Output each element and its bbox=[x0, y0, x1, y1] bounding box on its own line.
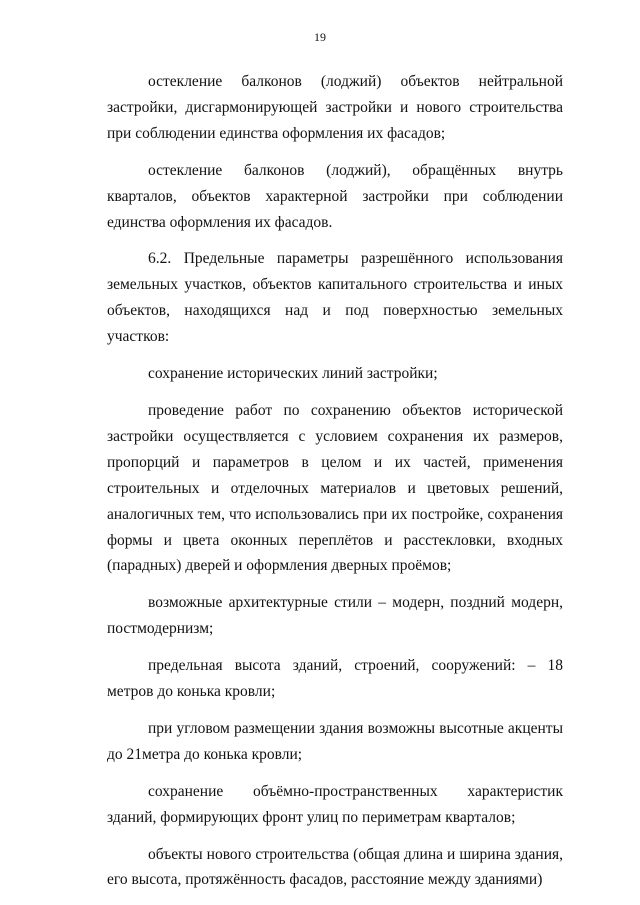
paragraph-new-construction: объекты нового строительства (общая длина и ширина здания, его высота, протяжённость фасадов, расстояние между зданиями) bbox=[107, 845, 563, 889]
paragraph-max-height: предельная высота зданий, строений, сооружений: – 18 метров до конька кровли; bbox=[107, 657, 563, 701]
paragraph-balcony-glazing-inner: остекление балконов (лоджий), обращённых внутрь кварталов, объектов характерной застройки при соблюдении единства оформления их фасадов. bbox=[107, 161, 563, 231]
paragraph-corner-accents: при угловом размещении здания возможны высотные акценты до 21метра до конька кровли; bbox=[107, 719, 563, 763]
page-number: 19 bbox=[314, 30, 326, 44]
paragraph-architectural-styles: возможные архитектурные стили – модерн, поздний модерн, постмодернизм; bbox=[107, 594, 563, 638]
paragraph-section-6-2: 6.2. Предельные параметры разрешённого использования земельных участков, объектов капитального строительства и иных объектов, находящихся над и под поверхностью земельных участков: bbox=[107, 250, 563, 346]
paragraph-preservation-works: проведение работ по сохранению объектов исторической застройки осуществляется с условием сохранения их размеров, пропорций и параметров в целом и их частей, применения строительных и отделочных материалов и цветовых решений, аналогичных тем, что использовались при их постройке, сохранения формы и цвета оконных переплётов и расстекловки, входных (парадных) дверей и оформления дверных проёмов; bbox=[107, 401, 563, 575]
paragraph-balcony-glazing-neutral: остекление балконов (лоджий) объектов нейтральной застройки, дисгармонирующей застройки и нового строительства при соблюдении единства оформления их фасадов; bbox=[107, 73, 563, 142]
document-body bbox=[107, 69, 563, 893]
paragraph-volume-characteristics: сохранение объёмно-пространственных характеристик зданий, формирующих фронт улиц по периметрам кварталов; bbox=[107, 782, 563, 826]
paragraph-historical-lines: сохранение исторических линий застройки; bbox=[148, 365, 438, 383]
